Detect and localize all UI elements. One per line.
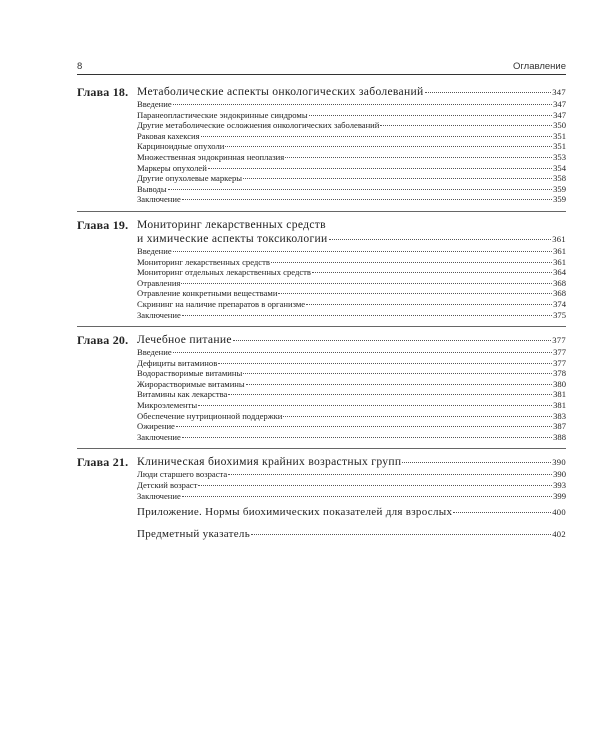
entry-title: Детский возраст [137, 480, 198, 491]
table-of-contents [77, 85, 566, 561]
dot-leader [309, 115, 553, 116]
dot-leader [228, 474, 552, 475]
page-number: 8 [77, 61, 83, 72]
page-ref: 353 [553, 151, 566, 162]
dot-leader [278, 293, 552, 294]
entry-title: Множественная эндокринная неоплазия [137, 151, 285, 162]
page-ref: 381 [553, 400, 566, 411]
dot-leader [246, 384, 552, 385]
dot-leader [201, 136, 553, 137]
dot-leader [198, 405, 552, 406]
toc-entry[interactable] [137, 421, 566, 432]
toc-entry[interactable] [137, 120, 566, 131]
entry-title: Мониторинг лекарственных средств [137, 256, 270, 267]
toc-entry[interactable] [137, 246, 566, 257]
dot-leader [225, 146, 552, 147]
dot-leader [218, 363, 552, 364]
chapter-title: и химические аспекты токсикологии [137, 231, 328, 245]
chapter-title-line[interactable] [137, 232, 566, 246]
toc-entry[interactable] [137, 173, 566, 184]
chapter-title: Клиническая биохимия крайних возрастных групп [137, 455, 402, 469]
entry-title: Раковая кахексия [137, 130, 200, 141]
page-ref: 350 [553, 120, 566, 131]
toc-entry[interactable] [137, 131, 566, 142]
chapter-label: Глава 19. [77, 217, 129, 232]
toc-entry[interactable] [137, 469, 566, 480]
dot-leader [271, 262, 552, 263]
entry-title: Другие опухолевые маркеры [137, 173, 243, 184]
chapter-label: Глава 21. [77, 455, 129, 470]
entry-title: Скрининг на наличие препаратов в организме [137, 298, 306, 309]
page-ref: 387 [553, 421, 566, 432]
running-header [77, 61, 566, 75]
page-ref: 381 [553, 389, 566, 400]
dot-leader [173, 251, 552, 252]
toc-entry[interactable] [137, 389, 566, 400]
dot-leader [182, 315, 552, 316]
dot-leader [402, 462, 551, 463]
dot-leader [243, 373, 552, 374]
chapter-title: Метаболические аспекты онкологических заболеваний [137, 85, 424, 98]
chapter-title-line[interactable] [137, 333, 566, 347]
entry-title: Введение [137, 347, 172, 358]
page-ref: 374 [553, 298, 566, 309]
section-list [137, 347, 566, 442]
toc-entry[interactable] [137, 379, 566, 390]
entry-title: Паранеопластические эндокринные синдромы [137, 109, 308, 120]
chapter-20 [77, 333, 566, 449]
index-title: Предметный указатель [137, 528, 251, 541]
entry-title: Отравления [137, 277, 181, 288]
dot-leader [182, 199, 552, 200]
toc-entry[interactable] [137, 432, 566, 443]
page-ref: 400 [552, 507, 566, 518]
entry-title: Введение [137, 245, 172, 256]
toc-entry[interactable] [137, 400, 566, 411]
page-ref: 351 [553, 130, 566, 141]
dot-leader [243, 178, 552, 179]
dot-leader [182, 437, 552, 438]
page-ref: 377 [553, 357, 566, 368]
toc-entry[interactable] [137, 299, 566, 310]
page-ref: 377 [553, 347, 566, 358]
page-ref: 383 [553, 410, 566, 421]
page-ref: 347 [553, 109, 566, 120]
dot-leader [181, 283, 552, 284]
entry-title: Выводы [137, 183, 167, 194]
dot-leader [453, 512, 551, 513]
dot-leader [380, 125, 552, 126]
page-ref: 359 [553, 183, 566, 194]
entry-title: Витамины как лекарства [137, 389, 228, 400]
chapter-21 [77, 455, 566, 555]
toc-entry[interactable] [137, 163, 566, 174]
toc-entry[interactable] [137, 368, 566, 379]
dot-leader [173, 104, 552, 105]
page-ref: 402 [552, 529, 566, 540]
back-matter [137, 505, 566, 541]
section-list [137, 469, 566, 501]
page-ref: 380 [553, 378, 566, 389]
page-ref: 358 [553, 173, 566, 184]
dot-leader [176, 426, 552, 427]
page-ref: 347 [553, 99, 566, 109]
page-ref: 361 [553, 245, 566, 256]
dot-leader [208, 168, 552, 169]
toc-entry[interactable] [137, 152, 566, 163]
page-ref: 388 [553, 431, 566, 442]
dot-leader [168, 189, 552, 190]
toc-entry[interactable] [137, 99, 566, 110]
entry-title: Обеспечение нутриционной поддержки [137, 410, 283, 421]
page-ref: 361 [553, 256, 566, 267]
entry-title: Заключение [137, 431, 181, 442]
toc-entry[interactable] [137, 110, 566, 121]
dot-leader [306, 304, 552, 305]
page-ref: 390 [553, 469, 566, 480]
toc-entry[interactable] [137, 194, 566, 205]
page-ref: 364 [553, 267, 566, 278]
appendix-entry[interactable] [137, 505, 566, 519]
toc-entry[interactable] [137, 267, 566, 278]
chapter-label: Глава 20. [77, 333, 129, 348]
dot-leader [251, 534, 551, 535]
entry-title: Карциноидные опухоли [137, 141, 225, 152]
page-ref: 347 [552, 87, 566, 97]
toc-entry[interactable] [137, 141, 566, 152]
dot-leader [182, 496, 552, 497]
dot-leader [329, 239, 552, 240]
section-list [137, 246, 566, 320]
page-ref: 359 [553, 194, 566, 205]
chapter-title: Лечебное питание [137, 333, 232, 347]
dot-leader [173, 352, 552, 353]
entry-title: Люди старшего возраста [137, 469, 228, 480]
toc-entry[interactable] [137, 257, 566, 268]
entry-title: Ожирение [137, 421, 175, 432]
toc-entry[interactable] [137, 358, 566, 369]
dot-leader [425, 92, 552, 93]
chapter-title-line[interactable] [137, 455, 566, 469]
chapter-19 [77, 218, 566, 327]
toc-entry[interactable] [137, 288, 566, 299]
entry-title: Маркеры опухолей [137, 162, 207, 173]
entry-title: Мониторинг отдельных лекарственных средств [137, 267, 311, 278]
section-title: Оглавление [513, 61, 566, 72]
page-ref: 399 [553, 490, 566, 501]
toc-entry[interactable] [137, 278, 566, 289]
toc-entry[interactable] [137, 310, 566, 321]
page-ref: 361 [552, 233, 566, 244]
toc-entry[interactable] [137, 411, 566, 422]
entry-title: Заключение [137, 194, 181, 205]
entry-title: Заключение [137, 309, 181, 320]
chapter-18 [77, 85, 566, 212]
dot-leader [228, 394, 552, 395]
dot-leader [198, 485, 552, 486]
page-ref: 368 [553, 277, 566, 288]
chapter-title-line[interactable] [137, 85, 566, 99]
dot-leader [233, 340, 551, 341]
entry-title: Другие метаболические осложнения онкологических заболеваний [137, 120, 380, 131]
page-ref: 354 [553, 162, 566, 173]
entry-title: Жирорастворимые витамины [137, 378, 245, 389]
page-ref: 377 [552, 335, 566, 346]
entry-title: Дефициты витаминов [137, 357, 218, 368]
toc-entry[interactable] [137, 480, 566, 491]
chapter-label: Глава 18. [77, 85, 129, 99]
page-ref: 351 [553, 141, 566, 152]
dot-leader [283, 416, 552, 417]
section-list [137, 99, 566, 205]
page-ref: 390 [552, 457, 566, 468]
toc-entry[interactable] [137, 491, 566, 502]
entry-title: Водорастворимые витамины [137, 368, 243, 379]
entry-title: Отравление конкретными веществами [137, 288, 278, 299]
page-ref: 368 [553, 288, 566, 299]
toc-entry[interactable] [137, 347, 566, 358]
page-ref: 378 [553, 368, 566, 379]
page-ref: 375 [553, 309, 566, 320]
dot-leader [285, 157, 552, 158]
chapter-title-line1: Мониторинг лекарственных средств [137, 217, 326, 231]
index-entry[interactable] [137, 527, 566, 541]
entry-title: Микроэлементы [137, 400, 198, 411]
page-ref: 393 [553, 480, 566, 491]
entry-title: Заключение [137, 490, 181, 501]
toc-entry[interactable] [137, 184, 566, 195]
dot-leader [312, 272, 552, 273]
entry-title: Введение [137, 99, 172, 109]
appendix-title: Приложение. Нормы биохимических показателей для взрослых [137, 506, 453, 519]
